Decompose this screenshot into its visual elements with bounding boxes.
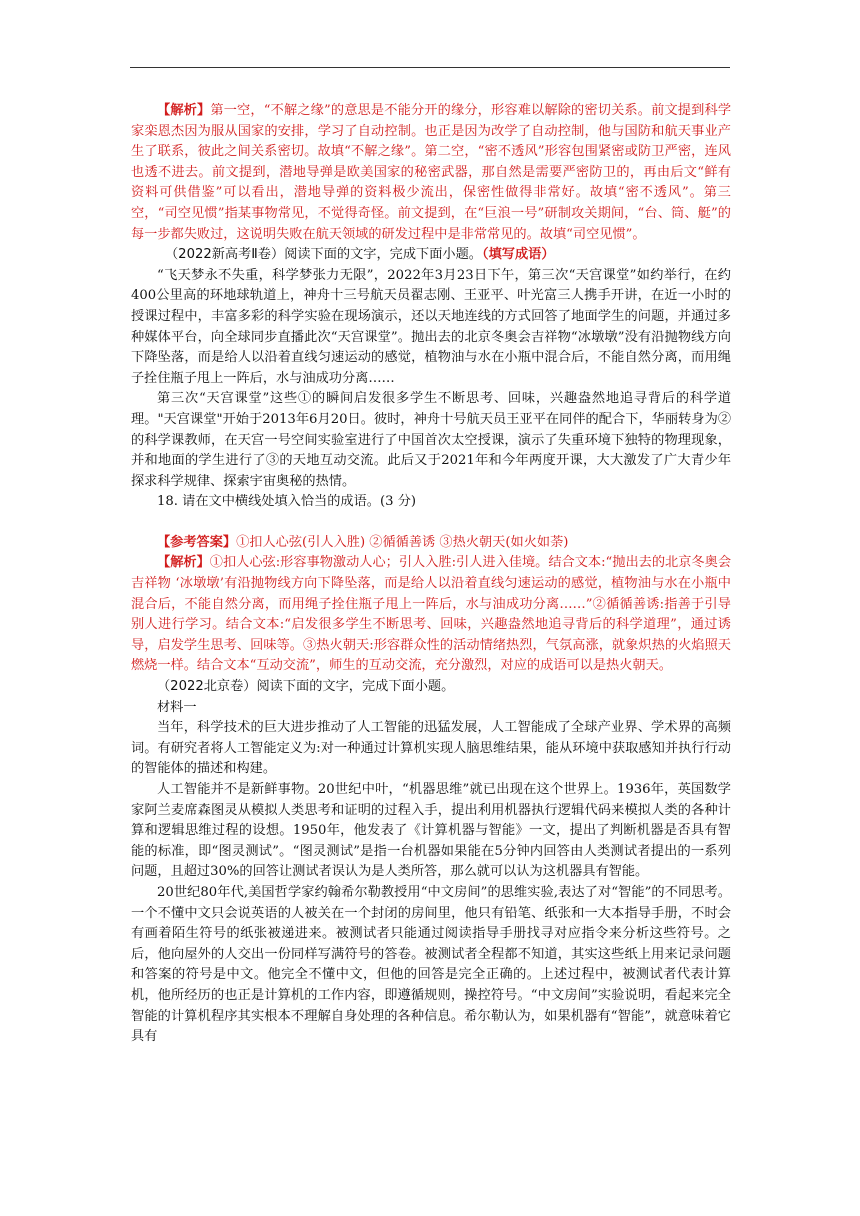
document-page: [131, 101, 731, 1048]
analysis-text-2: ①扣人心弦:形容事物激动人心；引人入胜:引人进入佳境。结合文本:“抛出去的北京冬奥会吉祥物 ‘冰墩墩’有沿抛物线方向下降坠落，而是给人以沿着直线匀速运动的感觉，植物油与水在小瓶中混合后，不能自然分离，而用绳子拴住瓶子甩上一阵后，水与油成功分离……”②循循善诱:指善于引导别人进行学习。结合文本:“启发很多学生不断思考、回味，兴趣盎然地追寻背后的科学道理”，通过诱导，启发学生思考、回味等。③热火朝天:形容群众性的活动情绪热烈，气氛高涨，就象炽热的火焰照天燃烧一样。结合文本“互动交流”，师生的互动交流，充分激烈，对应的成语可以是热火朝天。: [131, 555, 732, 674]
q18-question: 18. 请在文中横线处填入恰当的成语。(3 分): [157, 494, 417, 510]
q18-intro: [139, 245, 731, 266]
analysis-label-2: 【解析】: [157, 555, 210, 571]
answer-text: ①扣人心弦(引人入胜) ②循循善诱 ③热火朝天(如火如荼): [236, 534, 569, 550]
material-p1: 当年，科学技术的巨大进步推动了人工智能的迅猛发展，人工智能成了全球产业界、学术界的高频词。有研究者将人工智能定义为:对一种通过计算机实现人脑思维结果，能从环境中获取感知并执行行动的智能体的描述和构建。: [131, 720, 731, 777]
answer-label: 【参考答案】: [157, 534, 237, 550]
q18-source: （2022新高考Ⅱ卷）: [165, 247, 285, 263]
q18-analysis: [131, 553, 731, 677]
analysis-paragraph-1: [131, 101, 731, 245]
q19-intro: [131, 677, 731, 698]
blank-2: ②: [717, 411, 731, 427]
q19-source: （2022北京卷）: [157, 679, 257, 695]
p2-part-d: 的天地互动交流。此后又于2021年和今年两度开课，大大激发了广大青少年探求科学规律、探索宇宙奥秘的热情。: [131, 453, 732, 489]
p2-part-a: 第三次“天宫课堂”这些: [157, 391, 299, 407]
material-p3: 20世纪80年代,美国哲学家约翰希尔勒教授用“中文房间”的思维实验,表达了对“智能”的不同思考。一个不懂中文只会说英语的人被关在一个封闭的房间里，他只有铅笔、纸张和一大本指导手册，不时会有画着陌生符号的纸张被递进来。被测试者只能通过阅读指导手册找寻对应指令来分析这些符号。之后，他向屋外的人交出一份同样写满符号的答卷。被测试者全程都不知道，其实这些纸上用来记录问题和答案的符号是中文。他完全不懂中文，但他的回答是完全正确的。上述过程中，被测试者代表计算机，他所经历的也正是计算机的工作内容，即遵循规则，操控符号。“中文房间”实验说明，看起来完全智能的计算机程序其实根本不理解自身处理的各种信息。希尔勒认为，如果机器有“智能”，就意味着它具有: [131, 884, 731, 1045]
material-p2: 人工智能并不是新鲜事物。20世纪中叶，“机器思维”就已出现在这个世界上。1936年，英国数学家阿兰麦席森图灵从模拟人类思考和证明的过程入手，提出利用机器执行逻辑代码来模拟人类的各种计算和逻辑思维过程的设想。1950年，他发表了《计算机器与智能》一文，提出了判断机器是否具有智能的标准，即“图灵测试”。“图灵测试”是指一台机器如果能在5分钟内回答由人类测试者提出的一系列问题，且超过30%的回答让测试者误认为是人类所答，那么就可以认为这机器具有智能。: [131, 782, 731, 880]
blank-1: ①: [298, 391, 313, 407]
q18-passage-p2: [131, 389, 731, 492]
analysis-text: 第一空，“不解之缘”的意思是不能分开的缘分，形容难以解除的密切关系。前文提到科学家栾恩杰因为服从国家的安排，学习了自动控制。也正是因为改学了自动控制，他与国防和航天事业产生了联系，彼此之间关系密切。故填“不解之缘”。第二空，“密不透风”形容包围紧密或防卫严密，连风也透不进去。前文提到，潜地导弹是欧美国家的秘密武器，那自然是需要严密防卫的，再由后文“鲜有资料可供借鉴”可以看出，潜地导弹的资料极少流出，保密性做得非常好。故填“密不透风”。第三空，“司空见惯”指某事物常见，不觉得奇怪。前文提到，在“巨浪一号”研制攻关期间，“台、筒、艇”的每一步都失败过，这说明失败在航天领域的研发过程中是非常常见的。故填“司空见惯”。: [131, 103, 732, 242]
q18-passage-p1: “飞天梦永不失重，科学梦张力无限”，2022年3月23日下午，第三次“天宫课堂”如约举行，在约400公里高的环地球轨道上，神舟十三号航天员翟志刚、王亚平、叶光富三人携手开讲，在近一小时的授课过程中，丰富多彩的科学实验在现场演示，还以天地连线的方式回答了地面学生的问题，并通过多种媒体平台，向全球同步直播此次“天宫课堂”。抛出去的北京冬奥会吉祥物“冰墩墩”没有沿抛物线方向下降坠落，而是给人以沿着直线匀速运动的感觉，植物油与水在小瓶中混合后，不能自然分离，而用绳子拴住瓶子甩上一阵后，水与油成功分离……: [131, 267, 731, 386]
q18-intro-text: 阅读下面的文字，完成下面小题。: [284, 247, 482, 263]
material-title: 材料一: [157, 699, 197, 715]
analysis-label: 【解析】: [157, 103, 211, 118]
q19-intro-text: 阅读下面的文字，完成下面小题。: [256, 679, 455, 695]
p2-part-b: 的瞬间启发很多学生不断思考、回味，兴趣盎然地追寻背后的科学道理。"天宫课堂"开始于2013年6月20日。彼时，神舟十号航天员王亚平在同伴的配合下，华丽转身为: [131, 391, 732, 427]
blank-3: ③: [265, 453, 280, 469]
header-rule: [130, 67, 730, 68]
spacer: [131, 513, 731, 533]
p2-part-c: 的科学课教师，在天宫一号空间实验室进行了中国首次太空授课，演示了失重环境下独特的物理现象，并和地面的学生进行了: [131, 432, 731, 469]
q18-tag: （填写成语）: [482, 247, 555, 263]
q18-answer: [131, 533, 731, 554]
